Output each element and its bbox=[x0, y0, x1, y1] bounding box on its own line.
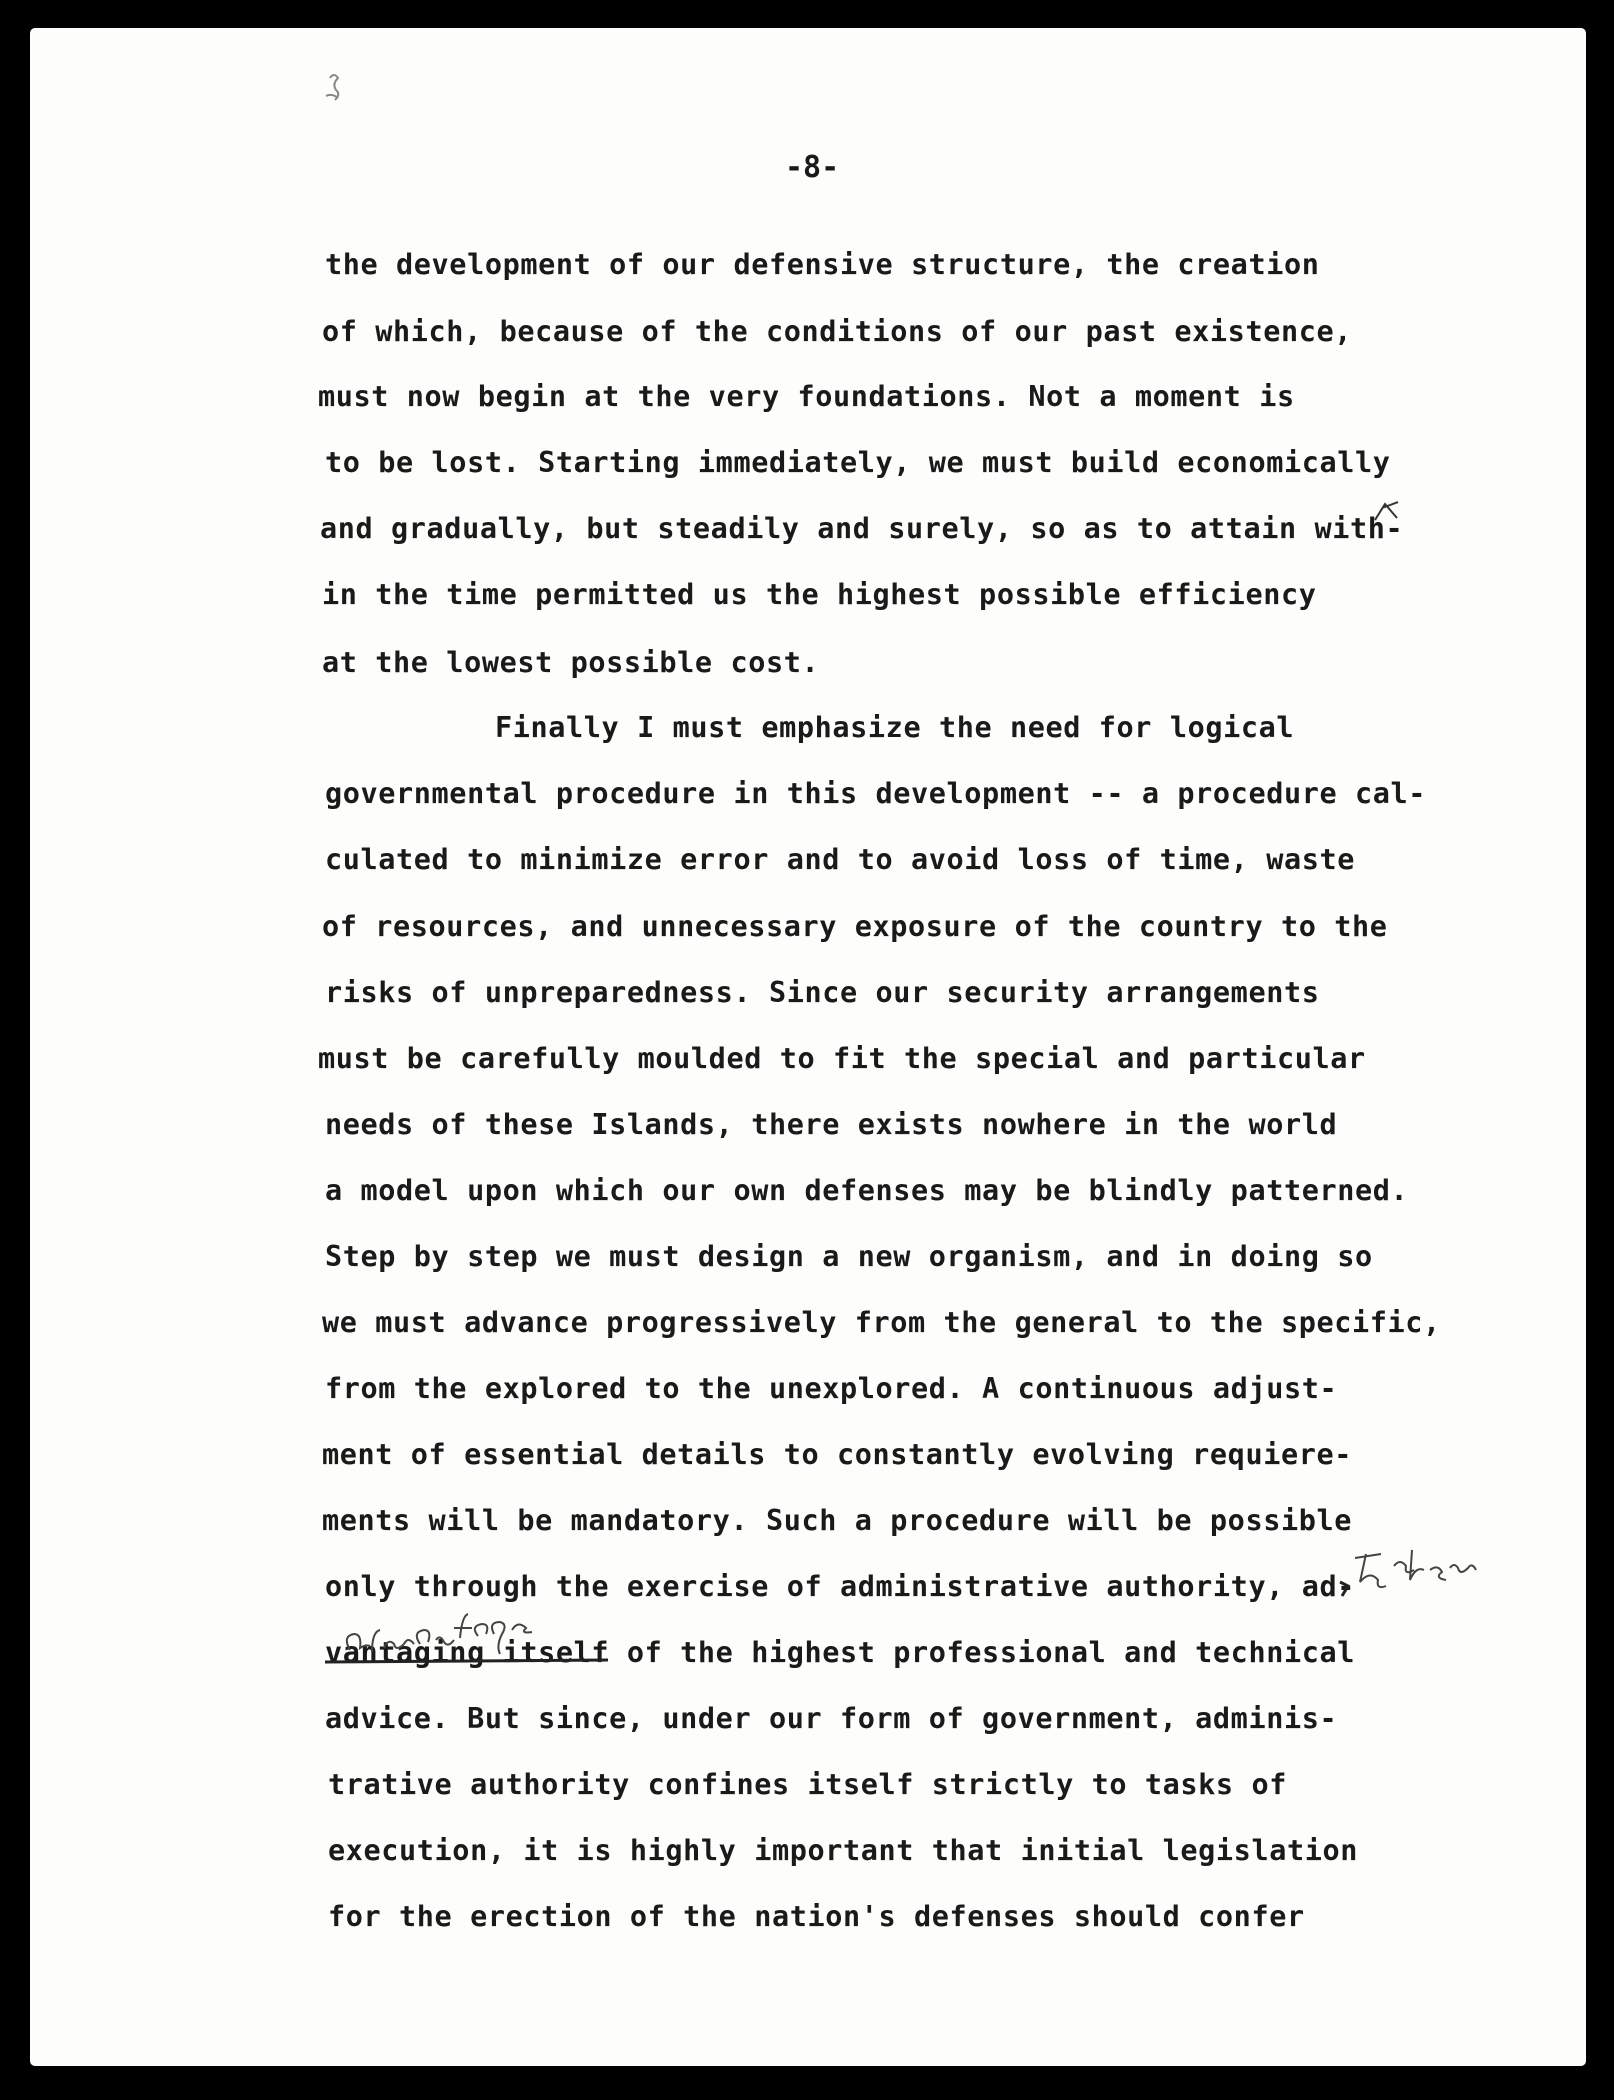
text-line: a model upon which our own defenses may be blindly patterned. bbox=[325, 1174, 1409, 1207]
text-line: of resources, and unnecessary exposure of the country to the bbox=[322, 910, 1388, 943]
text-line: ments will be mandatory. Such a procedure will be possible bbox=[322, 1504, 1352, 1537]
text-line: of which, because of the conditions of our past existence, bbox=[322, 315, 1352, 348]
text-line: needs of these Islands, there exists nowhere in the world bbox=[325, 1108, 1338, 1141]
text-line: and gradually, but steadily and surely, so as to attain with- bbox=[320, 512, 1404, 545]
text-line: Finally I must emphasize the need for logical bbox=[495, 711, 1295, 744]
text-line: Step by step we must design a new organism, and in doing so bbox=[325, 1240, 1373, 1273]
text-line: the development of our defensive structure, the creation bbox=[325, 248, 1320, 281]
text-line: advice. But since, under our form of government, adminis- bbox=[325, 1702, 1338, 1735]
text-line: must now begin at the very foundations. Not a moment is bbox=[318, 380, 1295, 413]
interlinear-note-text bbox=[0, 0, 1, 1]
text-line: governmental procedure in this development -- a procedure cal- bbox=[325, 777, 1427, 810]
text-line: culated to minimize error and to avoid loss of time, waste bbox=[325, 843, 1355, 876]
text-line: for the erection of the nation's defenses should confer bbox=[328, 1900, 1305, 1933]
page-number: -8- bbox=[785, 150, 840, 185]
margin-note-text bbox=[0, 0, 1, 1]
text-line: at the lowest possible cost. bbox=[322, 646, 820, 679]
text-line: to be lost. Starting immediately, we must build economically bbox=[325, 446, 1391, 479]
text-line: ment of essential details to constantly evolving requiere- bbox=[322, 1438, 1352, 1471]
text-line: we must advance progressively from the general to the specific, bbox=[322, 1306, 1441, 1339]
text-line: execution, it is highly important that initial legislation bbox=[328, 1834, 1358, 1867]
text-line: risks of unpreparedness. Since our security arrangements bbox=[325, 976, 1320, 1009]
text-line: from the explored to the unexplored. A continuous adjust- bbox=[325, 1372, 1338, 1405]
text-line: vantaging itself of the highest professional and technical bbox=[325, 1636, 1355, 1669]
text-line: only through the exercise of administrative authority, ad- bbox=[325, 1570, 1355, 1603]
text-line: trative authority confines itself strictly to tasks of bbox=[328, 1768, 1287, 1801]
text-line: must be carefully moulded to fit the special and particular bbox=[318, 1042, 1366, 1075]
text-line: in the time permitted us the highest possible efficiency bbox=[322, 578, 1317, 611]
